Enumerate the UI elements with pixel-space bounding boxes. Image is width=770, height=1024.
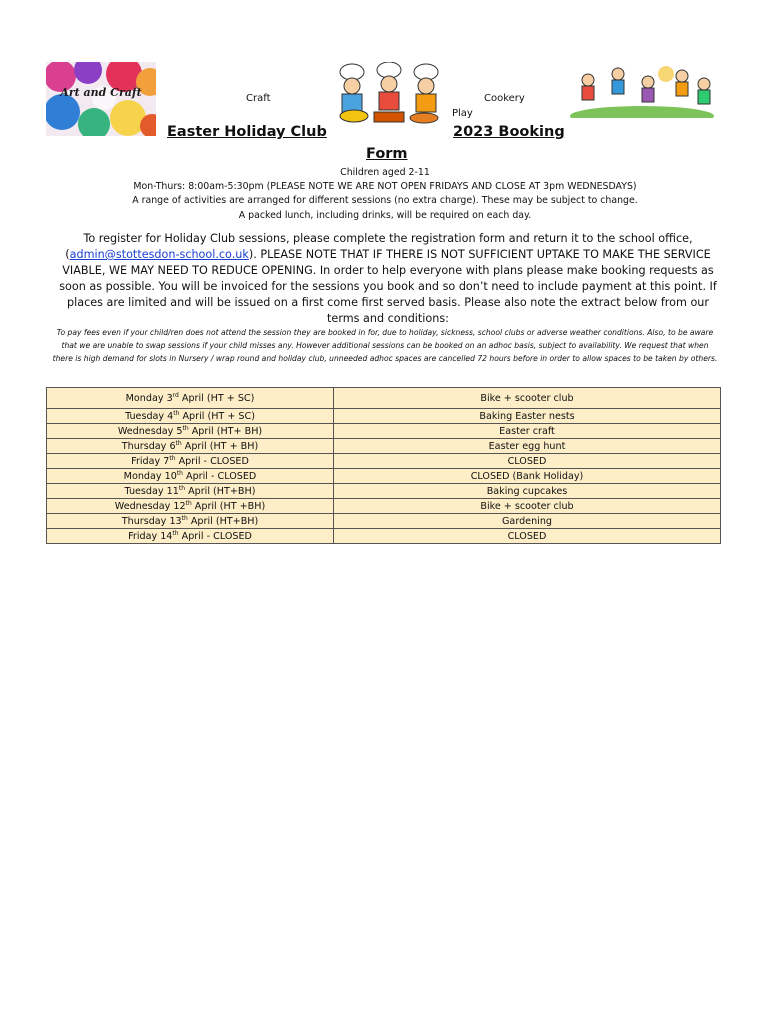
ages-text: Children aged 2-11 [340,167,430,178]
session-day-suffix: th [172,529,179,537]
session-date-cell [47,409,334,424]
session-date-rest: April (HT + SC) [178,392,255,404]
session-date-cell [47,499,334,514]
session-day-suffix: th [181,514,188,522]
registration-text-end: ). PLEASE NOTE THAT IF THERE IS NOT SUFFICIENT UPTAKE TO MAKE THE SERVICE VIABLE, WE MAY NEED TO REDUCE OPENING. In order to help everyone with plans please make booking requests as soon as possible. You will be invoiced for the sessions you book and so don’t need to include payment at this point. If places are limited and will be issued on a first come first served basis. Please also note the extract below from our terms and conditions: [59,248,717,325]
session-weekday: Monday [123,470,162,482]
session-activity-cell: Gardening [334,514,721,529]
session-day-number: 12 [173,500,186,512]
activities-text: A range of activities are arranged for different sessions (no extra charge). These may be subject to change. [132,195,638,206]
session-weekday: Monday [125,392,164,404]
session-date-cell [47,469,334,484]
session-date-rest: April (HT + BH) [181,440,259,452]
session-weekday: Tuesday [125,410,165,422]
session-day-number: 11 [166,485,179,497]
session-date-cell [47,484,334,499]
session-weekday: Wednesday [114,500,171,512]
session-weekday: Friday [128,530,158,542]
table-row [47,484,721,499]
session-day-suffix: th [178,484,186,492]
kids-playing-image [570,64,715,118]
play-label: Play [452,108,473,119]
session-day-suffix: th [169,454,176,462]
session-activity-cell: Baking cupcakes [334,484,721,499]
session-day-number: 5 [176,425,183,437]
table-row [47,499,721,514]
session-weekday: Wednesday [117,425,174,437]
table-row [47,424,721,439]
table-row [47,409,721,424]
session-activity-cell: CLOSED (Bank Holiday) [334,469,721,484]
opening-hours-text: Mon-Thurs: 8:00am-5:30pm (PLEASE NOTE WE ARE NOT OPEN FRIDAYS AND CLOSE AT 3pm WEDNESDAYS) [133,181,637,192]
packed-lunch-text: A packed lunch, including drinks, will be required on each day. [238,210,532,221]
session-activity-cell: CLOSED [334,454,721,469]
school-office-email-link[interactable]: admin@stottesdon-school.co.uk [69,248,249,261]
session-activity-cell: Easter egg hunt [334,439,721,454]
art-and-craft-image [46,62,156,136]
session-date-rest: April - CLOSED [178,530,252,542]
title-easter-holiday-club: Easter Holiday Club [167,124,327,140]
session-weekday: Friday [131,455,161,467]
registration-text-start: To register for Holiday Club sessions, please complete the registration form and return it to the school office, ( [65,232,693,261]
session-activity-cell: CLOSED [334,529,721,544]
session-day-number: 10 [164,470,177,482]
art-and-craft-logo-text: Art and Craft [60,86,142,99]
session-date-rest: April - CLOSED [175,455,249,467]
cookery-label: Cookery [484,93,525,104]
session-day-suffix: th [175,439,182,447]
session-date-rest: April (HT +BH) [191,500,266,512]
session-day-number: 3 [166,392,173,404]
title-2023-booking: 2023 Booking [453,124,565,140]
table-row [47,454,721,469]
table-row [47,529,721,544]
terms-extract: To pay fees even if your child/ren does not attend the session they are booked in for, due to holiday, sickness, school clubs or adverse weather conditions. Also, to be aware that we are unable to swap sessions if your child misses any. However additional sessions can be booked on an adhoc basis, subject to availability. We request that when there is high demand for slots in Nursery / wrap round and holiday club, unneeded adhoc spaces are cancelled 72 hours before in order to allow spaces to be taken by others. [52,328,718,363]
session-day-suffix: rd [172,391,179,399]
session-weekday: Thursday [121,440,167,452]
session-date-rest: April (HT+ BH) [188,425,263,437]
session-day-number: 14 [160,530,173,542]
session-date-cell [47,454,334,469]
session-date-cell [47,529,334,544]
session-day-suffix: th [176,469,183,477]
session-date-rest: April - CLOSED [182,470,257,482]
session-activity-cell: Bike + scooter club [334,499,721,514]
table-row [47,514,721,529]
session-day-suffix: th [173,409,180,417]
session-date-rest: April (HT+BH) [187,515,259,527]
table-row [47,469,721,484]
table-row [47,439,721,454]
session-date-rest: April (HT + SC) [179,410,255,422]
session-day-suffix: th [185,499,192,507]
session-day-suffix: th [182,424,189,432]
session-day-number: 6 [169,440,176,452]
table-row [47,388,721,409]
session-day-number: 4 [167,410,174,422]
session-activity-cell: Bike + scooter club [334,388,721,409]
session-activity-cell: Easter craft [334,424,721,439]
session-date-cell [47,388,334,409]
session-weekday: Thursday [121,515,167,527]
session-date-cell [47,424,334,439]
session-date-cell [47,439,334,454]
session-date-rest: April (HT+BH) [185,485,256,497]
sessions-table [46,387,721,544]
session-day-number: 13 [169,515,182,527]
craft-label: Craft [246,93,271,104]
session-weekday: Tuesday [124,485,164,497]
kids-cooking-image [334,62,444,126]
registration-paragraph [56,231,720,327]
session-activity-cell: Baking Easter nests [334,409,721,424]
title-form: Form [366,146,408,162]
session-day-number: 7 [163,455,170,467]
session-date-cell [47,514,334,529]
